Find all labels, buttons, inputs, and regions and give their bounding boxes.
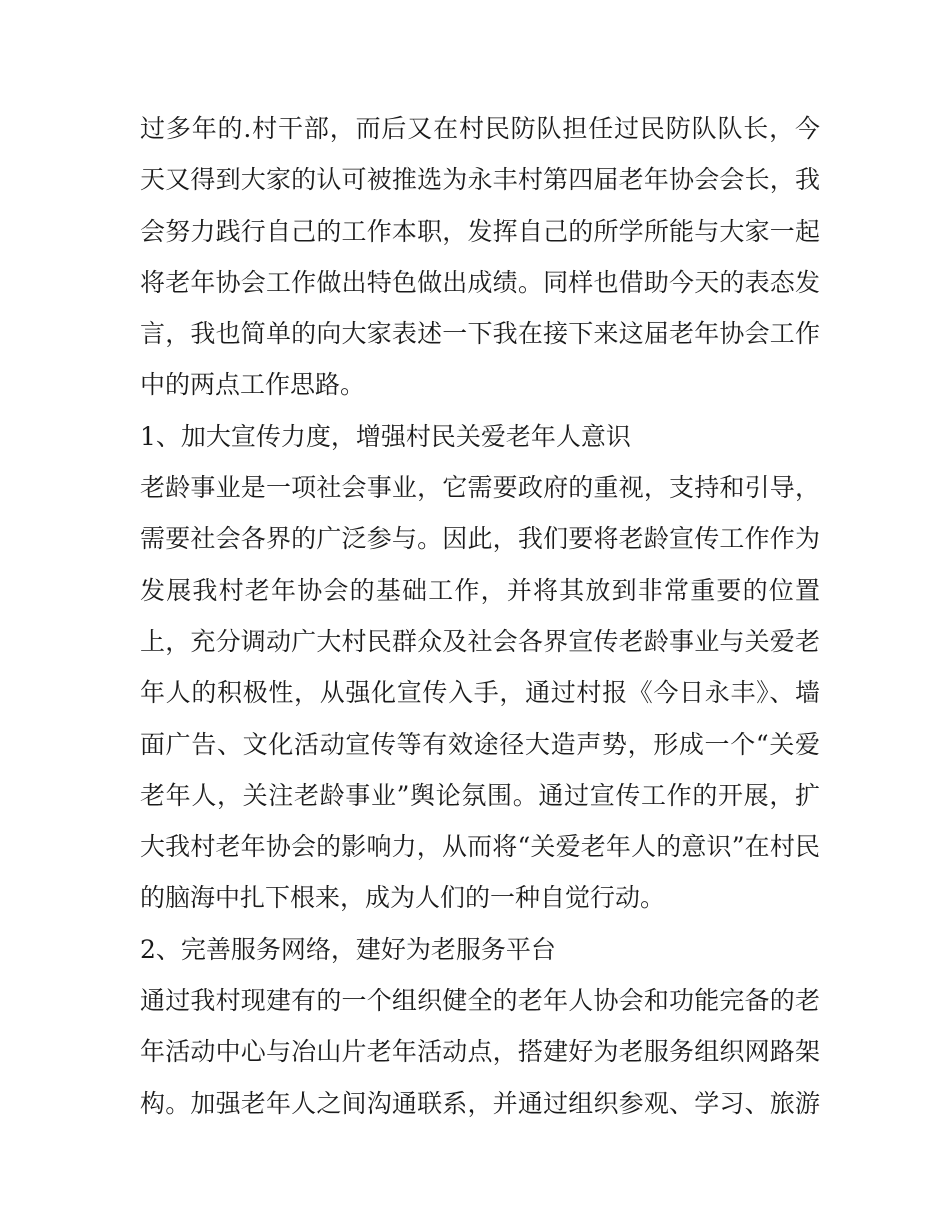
text-line: 过多年的.村干部，而后又在村民防队担任过民防队队长，今 [140, 114, 820, 143]
text-line: 将老年协会工作做出特色做出成绩。同样也借助今天的表态发 [140, 267, 820, 297]
text-line: 发展我村老年协会的基础工作，并将其放到非常重要的位置 [140, 575, 820, 605]
text-line: 大我村老年协会的影响力，从而将“关爱老年人的意识”在村民 [140, 832, 820, 862]
text-line: 上，充分调动广大村民群众及社会各界宣传老龄事业与关爱老 [140, 626, 820, 656]
text-line: 需要社会各界的广泛参与。因此，我们要将老龄宣传工作作为 [140, 524, 820, 554]
text-line: 老年人，关注老龄事业”舆论氛围。通过宣传工作的开展，扩 [140, 780, 820, 810]
text-line: 年人的积极性，从强化宣传入手，通过村报《今日永丰》、墙 [140, 678, 820, 708]
document-body [140, 103, 820, 1129]
text-line: 言，我也简单的向大家表述一下我在接下来这届老年协会工作 [140, 319, 820, 349]
text-line: 天又得到大家的认可被推选为永丰村第四届老年协会会长，我 [140, 165, 820, 195]
text-line: 2、完善服务网络，建好为老服务平台 [140, 934, 556, 964]
text-line: 构。加强老年人之间沟通联系，并通过组织参观、学习、旅游 [140, 1088, 820, 1118]
text-line: 年活动中心与冶山片老年活动点，搭建好为老服务组织网路架 [140, 1037, 820, 1067]
text-line: 通过我村现建有的一个组织健全的老年人协会和功能完备的老 [140, 986, 820, 1016]
text-line: 中的两点工作思路。 [140, 370, 366, 400]
text-line: 1、加大宣传力度，增强村民关爱老年人意识 [140, 421, 631, 451]
text-line: 面广告、文化活动宣传等有效途径大造声势，形成一个“关爱 [140, 729, 820, 759]
text-line: 会努力践行自己的工作本职，发挥自己的所学所能与大家一起 [140, 216, 820, 246]
text-line: 老龄事业是一项社会事业，它需要政府的重视，支持和引导， [140, 473, 820, 503]
text-line: 的脑海中扎下根来，成为人们的一种自觉行动。 [140, 883, 666, 913]
